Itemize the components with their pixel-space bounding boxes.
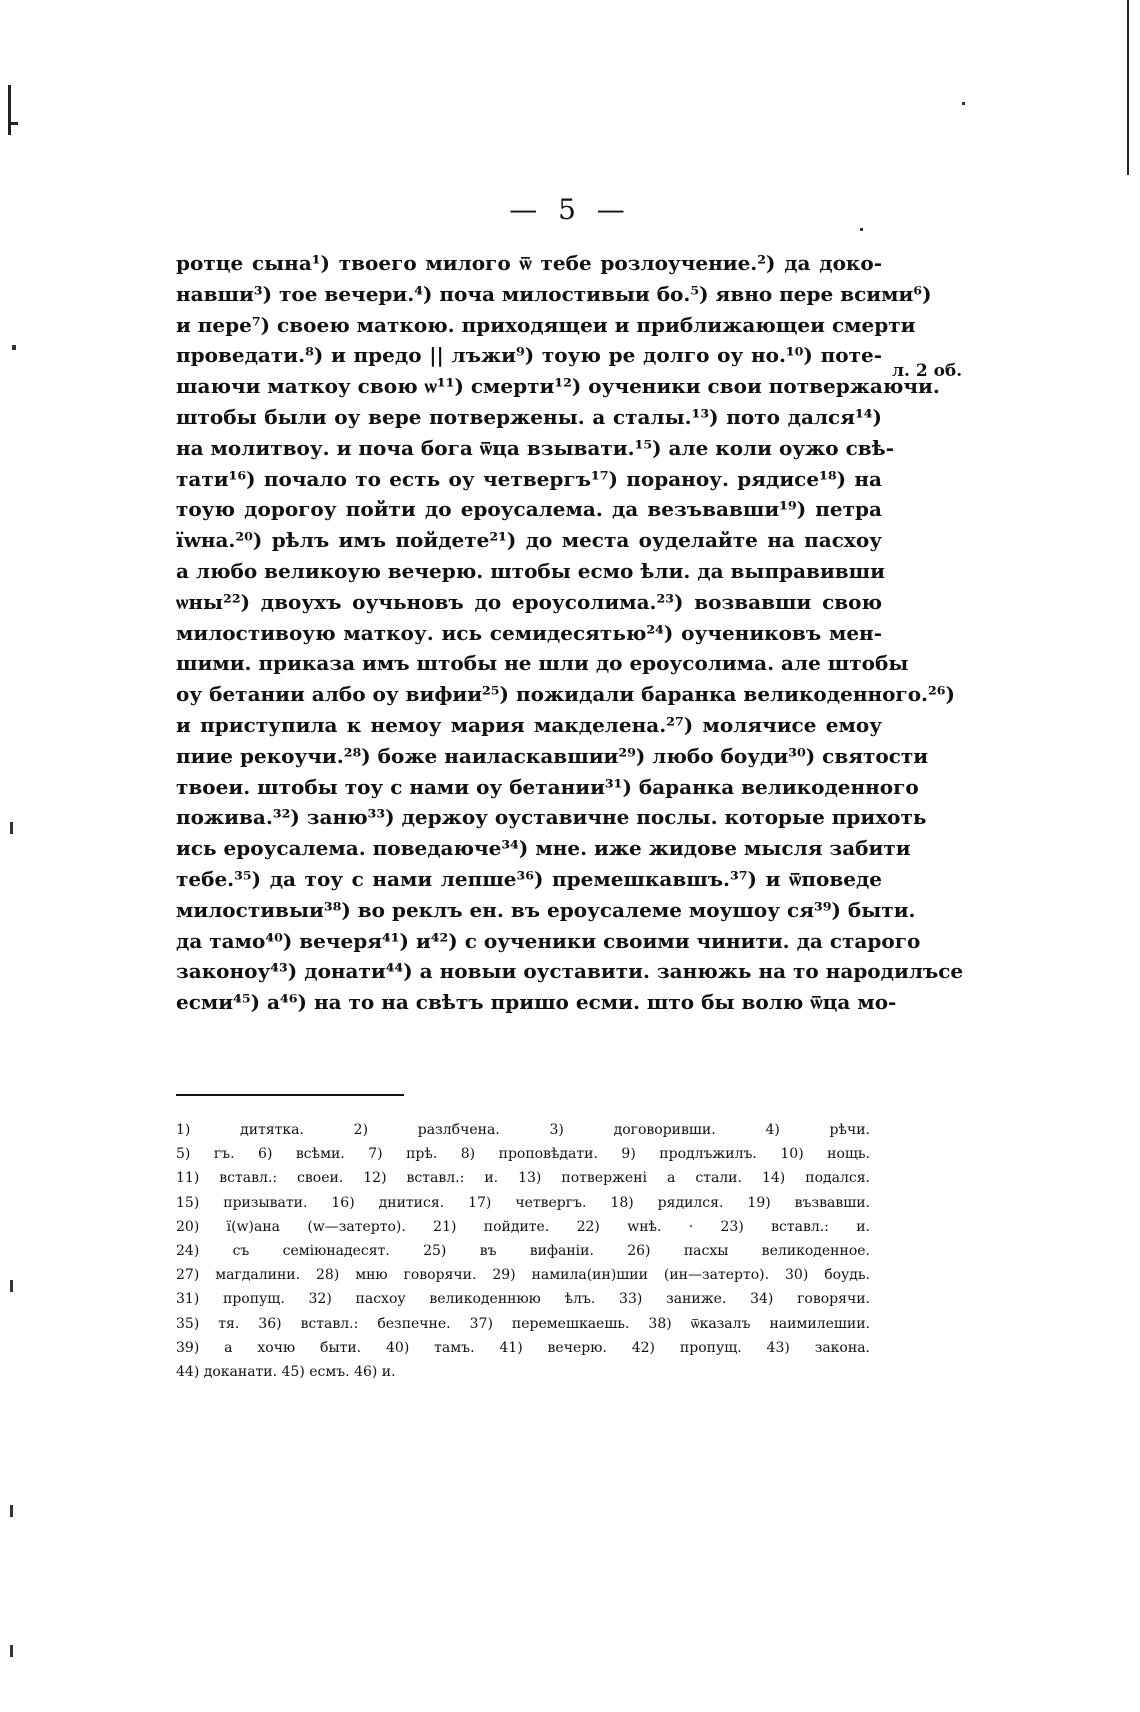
footnote-line: 11) вставл.: своеи. 12) вставл.: и. 13) потверженi а стали. 14) подался.	[176, 1170, 870, 1187]
scan-speck	[10, 1505, 13, 1517]
footnote-line: 35) тя. 36) вставл.: безпечне. 37) перемешкаешь. 38) ѿказалъ наимилешии.	[176, 1315, 870, 1332]
text-line: пожива.³²) заню³³) держоу оуставичне послы. которые прихоть	[176, 805, 927, 830]
text-line: тати¹⁶) почало то есть оу четвергъ¹⁷) пораноу. рядисе¹⁸) на	[176, 466, 882, 491]
text-line: тоую дорогоу пойти до ероусалема. да везъвавши¹⁹) петра	[176, 497, 882, 522]
text-line: навши³) тое вечери.⁴) поча милостивыи бо.⁵) явно пере всими⁶)	[176, 281, 932, 306]
text-line: шими. приказа имъ штобы не шли до ероусолима. але штобы	[176, 651, 909, 676]
text-line: ѡны²²) двоухъ оучьновъ до ероусолима.²³) возвавши свою	[176, 589, 882, 614]
text-line: проведати.⁸) и предо || лъжи⁹) тоую ре долго оу но.¹⁰) поте-	[176, 343, 882, 368]
scan-speck	[10, 1645, 13, 1657]
scan-speck	[860, 228, 863, 231]
scan-speck	[12, 345, 16, 350]
footnote-rule	[176, 1094, 404, 1096]
footnotes	[176, 1118, 870, 1384]
text-line: штобы были оу вере потвержены. а сталы.¹³) пото дался¹⁴)	[176, 404, 882, 429]
text-line: на молитвоу. и поча бога ѿца взывати.¹⁵) але коли оужо свѣ-	[176, 435, 895, 460]
footnote-line: 5) гъ. 6) всѣми. 7) прѣ. 8) проповѣдати. 9) продлъжилъ. 10) нощь.	[176, 1146, 870, 1163]
text-line: а любо великоую вечерю. штобы есмо ѣли. да выправивши	[176, 558, 886, 583]
scan-speck	[962, 102, 965, 105]
text-line: милостивыи³⁸) во реклъ ен. въ ероусалеме моушоу ся³⁹) быти.	[176, 897, 916, 922]
text-line: твоеи. штобы тоу с нами оу бетании³¹) баранка великоденного	[176, 774, 919, 799]
text-line: законоу⁴³) донати⁴⁴) а новыи оуставити. занюжь на то народилъсе	[176, 959, 964, 984]
scan-edge-mark	[8, 85, 11, 135]
scan-edge-line	[1127, 0, 1129, 175]
text-line: шаючи маткоу свою ѡ¹¹) смерти¹²) оученики свои потвержаючи.	[176, 374, 940, 399]
margin-folio-note: л. 2 об.	[892, 361, 963, 381]
scan-speck	[10, 822, 13, 834]
text-line: пиие рекоучи.²⁸) боже наиласкавшии²⁹) любо боуди³⁰) святости	[176, 743, 929, 768]
page-number: — 5 —	[509, 193, 631, 226]
scan-edge-tick	[8, 122, 18, 125]
text-line: милостивоую маткоу. ись семидесятью²⁴) оучениковъ мен-	[176, 620, 882, 645]
footnote-line: 31) пропущ. 32) пасхоу великоденнюю ѣлъ. 33) заниже. 34) говорячи.	[176, 1291, 870, 1308]
footnote-line: 39) а хочю быти. 40) тамъ. 41) вечерю. 42) пропущ. 43) закона.	[176, 1339, 870, 1356]
footnote-line: 44) доканати. 45) есмъ. 46) и.	[176, 1363, 396, 1380]
text-line: да тамо⁴⁰) вечеря⁴¹) и⁴²) с оученики своими чинити. да старого	[176, 928, 921, 953]
text-line: есми⁴⁵) а⁴⁶) на то на свѣтъ пришо есми. што бы волю ѿца мо-	[176, 990, 897, 1015]
footnote-line: 24) съ семiюнадесят. 25) въ вифанiи. 26) пасхы великоденное.	[176, 1242, 870, 1259]
footnote-line: 15) призывати. 16) днитися. 17) четвергъ. 18) рядился. 19) възвавши.	[176, 1194, 870, 1211]
text-line: и приступила к немоу мария макделена.²⁷) молячисе емоу	[176, 712, 882, 737]
footnote-line: 20) ї(w)ана (w—затерто). 21) пойдите. 22) wнѣ. · 23) вставл.: и.	[176, 1218, 870, 1235]
footnote-line: 27) магдалини. 28) мню говорячи. 29) намила(ин)шии (ин—затерто). 30) боудь.	[176, 1267, 870, 1284]
text-line: оу бетании албо оу вифии²⁵) пожидали баранка великоденного.²⁶)	[176, 682, 955, 707]
text-line: ротце сына¹) твоего милого ѿ тебе розлоучение.²) да доко-	[176, 251, 882, 275]
footnote-line: 1) дитятка. 2) разлбчена. 3) договоривши. 4) рѣчи.	[176, 1122, 870, 1138]
text-line: їwна.²⁰) рѣлъ имъ пойдете²¹) до места оуделайте на пасхоу	[176, 528, 882, 553]
text-line: тебе.³⁵) да тоу с нами лепше³⁶) премешкавшъ.³⁷) и ѿповеде	[176, 866, 882, 891]
text-line: и пере⁷) своею маткою. приходящеи и приближающеи смерти	[176, 312, 916, 337]
scan-speck	[10, 1280, 13, 1292]
text-line: ись ероусалема. поведаюче³⁴) мне. иже жидове мысля забити	[176, 836, 911, 861]
